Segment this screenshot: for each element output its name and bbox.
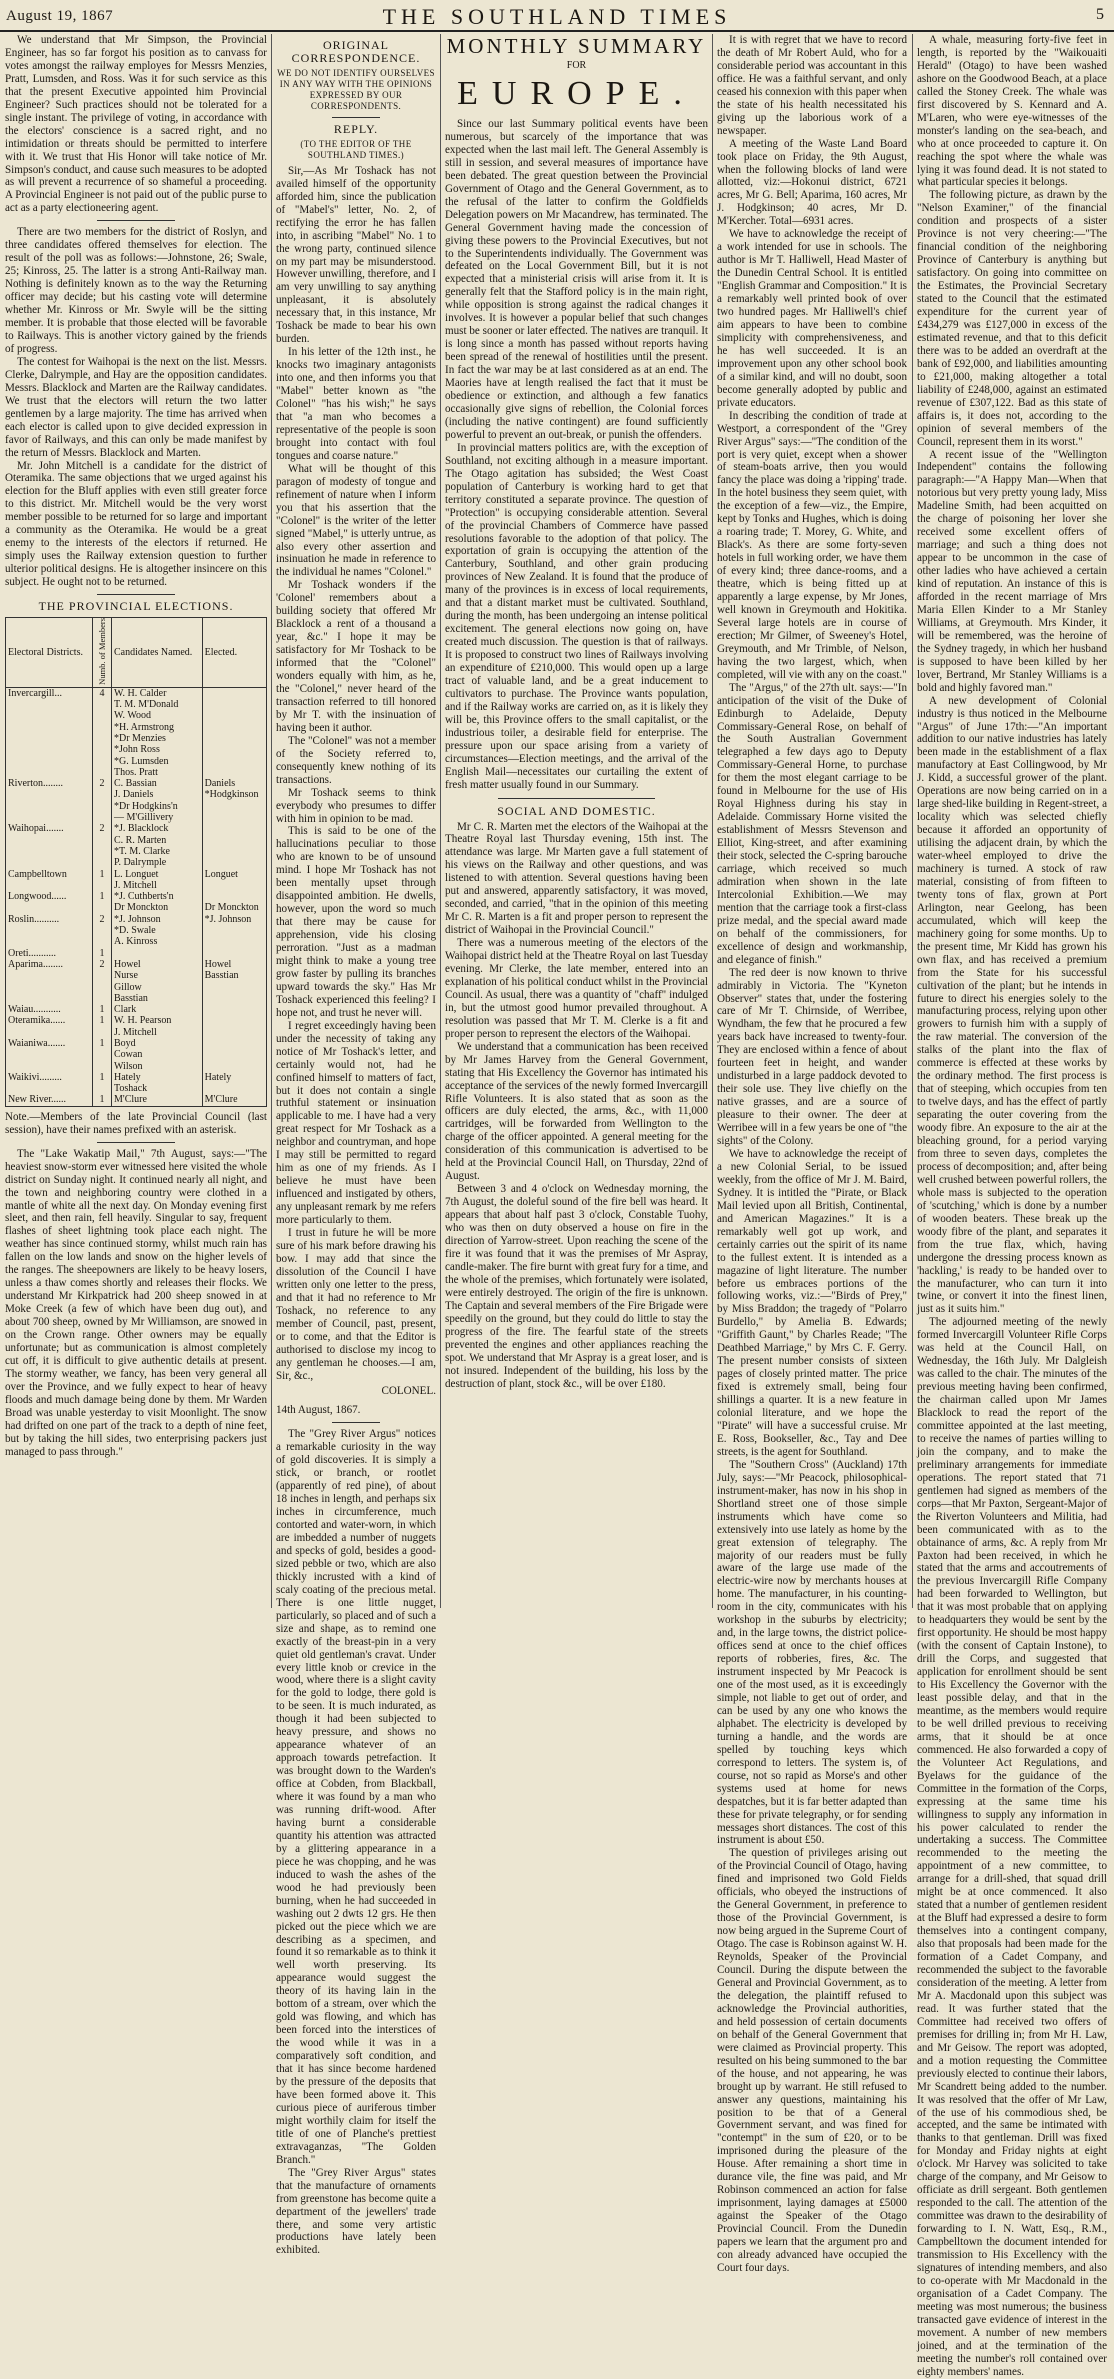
table-cell-cand: J. Daniels xyxy=(112,789,203,800)
table-row xyxy=(6,959,267,970)
table-cell-elected: M'Clure xyxy=(202,1094,266,1106)
article-paragraph: The question of privileges arising out of the Provincial Council of Otago, having fined and imprisoned two Gold Fields officials, who obeyed the instructions of the General Government, in preference to those of the Provincial Government, is now being argued in the Supreme Court of Otago. The case is Robinson against W. H. Reynolds, Speaker of the Provincial Council. During the dispute between the General and Provincial Government, as to the delegation, the plaintiff refused to acknowledge the Provincial authorities, and held possession of certain documents on behalf of the General Government that were claimed as Provincial property. This resulted on his being summoned to the bar of the house, and not appearing, he was brought up by warrant. He still refused to answer any questions, maintaining his position to be that of a General Government servant, and was fined for "contempt" in the sum of £20, or to be imprisoned during the pleasure of the House. After remaining a short time in durance vile, the fine was paid, and Mr Robinson commenced an action for false imprisonment, laying damages at £5000 against the Speaker of the Otago Provincial Council. From the Dunedin papers we learn that the argument pro and con already advanced have occupied the Court four days. xyxy=(717,1847,907,2274)
table-row xyxy=(6,744,267,755)
table-cell-num: 1 xyxy=(93,1015,112,1026)
article-paragraph: A whale, measuring forty-five feet in length, is reported by the "Waikouaiti Herald" (Otago) to have been washed ashore on the Goodwood Beach, at a place called the Stoney Creek. The whale was first discovered by S. Kennard and A. M'Laren, who were eye-witnesses of the monster's landing on the sea-beach, and who at once proceeded to capture it. On reaching the spot where the whale was lying it was found dead. It is not stated to what particular species it belongs. xyxy=(917,34,1107,189)
section-heading: SOCIAL AND DOMESTIC. xyxy=(497,803,656,818)
table-row xyxy=(6,801,267,812)
table-cell-district: Waiau........... xyxy=(6,1004,93,1015)
table-cell-elected xyxy=(202,1015,266,1026)
table-cell-num xyxy=(93,1061,112,1072)
table-cell-cand: *G. Lumsden xyxy=(112,756,203,767)
table-cell-cand: *J. Blacklock xyxy=(112,823,203,834)
letter-paragraph: Mr Toshack seems to think everybody who presumes to differ with him in opinion to be mad. xyxy=(276,786,436,825)
table-cell-cand: C. Bassian xyxy=(112,778,203,789)
table-cell-num xyxy=(93,1027,112,1038)
table-cell-cand: *D. Swale xyxy=(112,925,203,936)
table-row xyxy=(6,1083,267,1094)
column-header: Elected. xyxy=(202,617,266,687)
column-rule xyxy=(712,34,713,1608)
table-cell-num xyxy=(93,1049,112,1060)
table-cell-num xyxy=(93,733,112,744)
table-cell-elected xyxy=(202,925,266,936)
table-row xyxy=(6,823,267,834)
letter-heading: REPLY. xyxy=(333,121,379,136)
table-title: THE PROVINCIAL ELECTIONS. xyxy=(38,599,234,614)
table-cell-num: 1 xyxy=(93,891,112,902)
table-cell-cand: *Dr Menzies xyxy=(112,733,203,744)
article-paragraph: We understand that Mr Simpson, the Provincial Engineer, has so far forgot his position as to canvass for votes amongst the railway employes for Messrs Menzies, Pratt, Lumsden, and Ross. Was it for such service as this that the present Executive appointed him Provincial Engineer? Such practices should not be tolerated for a single instant. The privilege of voting, in accordance with the electors' conscience is a sacred right, and no intimidation or threats should be permitted to interfere with it. We trust that His Honor will take notice of Mr. Simpson's conduct, and cause such measures to be adopted as will prevent a recurrence of so shameful a proceeding. A Provincial Engineer is not paid out of the public purse to act as a party electioneering agent. xyxy=(5,34,267,215)
table-cell-cand: A. Kinross xyxy=(112,936,203,947)
table-cell-district xyxy=(6,835,93,846)
table-cell-cand: Thos. Pratt xyxy=(112,767,203,778)
table-cell-district xyxy=(6,722,93,733)
table-cell-cand: J. Mitchell xyxy=(112,880,203,891)
table-row xyxy=(6,835,267,846)
table-cell-cand: Dr Monckton xyxy=(112,902,203,913)
table-cell-elected xyxy=(202,835,266,846)
table-cell-num xyxy=(93,789,112,800)
column-1 xyxy=(5,34,267,1608)
summary-title: MONTHLY SUMMARY xyxy=(446,34,707,58)
table-cell-num xyxy=(93,756,112,767)
table-row xyxy=(6,710,267,721)
table-cell-num xyxy=(93,835,112,846)
table-cell-cand: Toshack xyxy=(112,1083,203,1094)
table-cell-cand: Gillow xyxy=(112,982,203,993)
table-cell-district: Waianiwa....... xyxy=(6,1038,93,1049)
table-row xyxy=(6,1049,267,1060)
newspaper-title: THE SOUTHLAND TIMES xyxy=(382,4,732,29)
table-row xyxy=(6,936,267,947)
table-cell-elected xyxy=(202,744,266,755)
table-cell-cand: Hately xyxy=(112,1072,203,1083)
table-cell-district xyxy=(6,846,93,857)
table-cell-elected xyxy=(202,1061,266,1072)
article-paragraph: We understand that a communication has been received by Mr James Harvey from the General Government, stating that His Excellency the Governor has intimated his acceptance of the services of the newly formed Invercargill Rifle Volunteers. It is also stated that as soon as the officers are duly elected, the arms, &c., with 11,000 cartridges, will be forwarded from Wellington to the charge of the officer appointed. A general meeting for the consideration of this communication is advertised to be held at the Provincial Council Hall, on Thursday, 22nd of August. xyxy=(445,1040,708,1183)
table-cell-num xyxy=(93,936,112,947)
table-cell-cand: Boyd xyxy=(112,1038,203,1049)
table-cell-elected: Longuet xyxy=(202,869,266,880)
article-paragraph: A recent issue of the "Wellington Independent" contains the following paragraph:—"A Happy Man—When that notorious but very pretty young lady, Miss Madeline Smith, had been acquitted on the charge of poisoning her lover she received some excellent offers of marriage; and such a thing does not appear to be uncommon in the case of other ladies who have achieved a certain kind of reputation. An instance of this is afforded in the recent marriage of Mrs Maria Ellen Kinder to a Mr Stanley Williams, at Greymouth. Mrs Kinder, it will be remembered, was the heroine of the Sydney tragedy, in which her husband is supposed to have been killed by her lover, Bertrand, Mr Stanley Williams is a bold and highly favored man." xyxy=(917,448,1107,694)
column-2 xyxy=(276,34,436,2257)
table-row xyxy=(6,1015,267,1026)
divider xyxy=(332,1422,380,1423)
article-paragraph: There are two members for the district of Roslyn, and three candidates offered themselves for election. The result of the poll was as follows:—Johnstone, 26; Swale, 25; Kinross, 25. The latter is a strong Anti-Railway man. Nothing is definitely known as to the way the Returning officer may decide; but his casting vote will determine whether Mr. Kinross or Mr. Swyle will be the sitting member. It is probable that those elected will be favorable to Railways. This is another victory gained by the friends of progress. xyxy=(5,226,267,355)
article-paragraph: The adjourned meeting of the newly formed Invercargill Volunteer Rifle Corps was held at the Council Hall, on Wednesday, the 16th July. Mr Dalgleish was called to the chair. The minutes of the previous meeting having been confirmed, the chairman called upon Mr James Blacklock to read the report of the committee appointed at the last meeting, to receive the names of parties willing to join the company, and to make the preliminary arrangements for immediate operations. The report stated that 71 gentlemen had signed as members of the corps—that Mr Paxton, Sergeant-Major of the Riverton Volunteers and Militia, had been communicated with as to the obtainance of arms, &c. A reply from Mr Paxton had been received, in which he stated that the arms and accoutrements of the previous Invercargill Rifle Company had been forwarded to Wellington, but that it was most probable that on applying to headquarters they would be sent by the first opportunity. He should be most happy (with the consent of Captain Instone), to drill the Corps, and suggested that application for enrollment should be sent to His Excellency the Governor with the least possible delay, and that in the meantime, as the members would require to be well drilled previous to receiving arms, that it should be at once commenced. He also forwarded a copy of the Volunteer Act Regulations, and Byelaws for the guidance of the Committee in the formation of the Corps, expressing at the same time his willingness to supply any information in his power calculated to render the undertaking a success. The Committee recommended to the meeting the appointment of a new committee, to arrange for a drill-shed, that squad drill might be at once commenced. It also stated that a number of gentlemen resident at the Bluff had expressed a desire to form themselves into a contingent company, also that proposals had been made for the formation of a Cadet Company, and recommended the subject to the favorable consideration of the meeting. A letter from Mr A. Macdonald upon this subject was read. It was further stated that the Committee had received two offers of premises for drilling in; from Mr H. Law, and Mr Geisow. The report was adopted, and a motion requesting the Committee previously elected to continue their labors, Mr Scandrett being added to the number. It was resolved that the offer of Mr Law, of the use of his commodious shed, be accepted, and the same be intimated with thanks to that gentleman. Drill was fixed for Monday and Friday nights at eight o'clock. Mr Harvey was solicited to take charge of the company, and Mr Geisow to officiate as drill sergeant. Both gentlemen responded to the call. The attention of the committee was drawn to the desirability of forwarding to I. N. Watt, Esq., R.M., Campbelltown the document intended for transmission to His Excellency with the signatures of intending members, and also to co-operate with Mr Macdonald in the organisation of a Cadet Company. The meeting was most numerous; the business transacted gave evidence of interest in the movement. A number of new members joined, and at the termination of the meeting the number's roll contained over eighty members' names. xyxy=(917,1316,1108,2378)
table-cell-district xyxy=(6,1027,93,1038)
column-3 xyxy=(445,34,708,1608)
table-cell-district: Roslin.......... xyxy=(6,914,93,925)
section-heading: ORIGINAL CORRESPONDENCE. xyxy=(291,38,421,65)
article-paragraph: Mr. John Mitchell is a candidate for the district of Oteramika. The same objections that we urged against his election for the Bluff applies with even still greater force to this district. Mr. Mitchell would be the very worst member possible to be returned for so large and important a community as the Oteramika. He would be a great enemy to the interests of the electors if returned. He simply uses the Railway extension question to further ulterior political designs. He is altogether insincere on this subject. He ought not to be returned. xyxy=(5,459,267,589)
article-paragraph: The "Argus," of the 27th ult. says:—"In anticipation of the visit of the Duke of Edinburgh to Adelaide, Deputy Commissary-General Rose, on behalf of the South Australian Government telegraphed a few days ago to Deputy Commissary-General Horne, to purchase for them the most elegant carriage to be found in Melbourne for the use of His Royal Highness during his stay in Adelaide. Commissary Horne visited the establishment of Messrs Stevenson and Elliot, King-street, and after examining their stock, selected the C-spring barouche carriage, which received so much admiration when shown in the late Intercolonial Exhibition.—We may mention that the carriage took a first-class prize medal, and the special award made on behalf of the commissioners, for excellence of design and workmanship, and elegance of finish." xyxy=(717,681,907,966)
table-cell-elected xyxy=(202,722,266,733)
table-cell-district: Oreti........... xyxy=(6,948,93,959)
letter-paragraph: I trust in future he will be more sure of his mark before drawing his bow. I may add that since the dissolution of the Council I have written only one letter to the press, and that it had no reference to Mr Toshack, no reference to any member of Council, past, present, or to come, and that the Editor is authorised to disclose my incog to any gentleman he chooses.—I am, Sir, &c., xyxy=(276,1227,436,1382)
column-rule xyxy=(440,34,441,1608)
table-cell-num: 2 xyxy=(93,959,112,970)
table-row xyxy=(6,925,267,936)
table-cell-num: 1 xyxy=(93,1072,112,1083)
article-paragraph: There was a numerous meeting of the electors of the Waihopai district held at the Theatre Royal on last Tuesday evening. Mr Clerke, the late member, entered into an explanation of his political conduct whilst in the Provincial Council. As usual, there was a quantity of "chaff" indulged in, but the utmost good humor prevailed throughout. A resolution was passed that Mr T. M. Clerke is a fit and proper person to represent the electors of the Waihopai. xyxy=(445,937,708,1040)
article-paragraph: The "Lake Wakatip Mail," 7th August, says:—"The heaviest snow-storm ever witnessed here visited the whole district on Sunday night. It continued nearly all night, and the town and neighboring country were clothed in a mantle of white all the next day. On Monday evening first sleet, and then rain, fell heavily. Singular to say, frequent flashes of sheet lightning took place each night. The weather has since continued stormy, whilst much rain has fallen on the low lands and snow on the higher levels of the ranges. The sheepowners are likely to be heavy losers, unless a thaw comes shortly and releases their flocks. We understand Mr Kirkpatrick had 200 sheep snowed in at Moke Creek (a few of which have been dug out), and about 700 sheep, owned by Mr Williamson, are snowed in on the Crown range. Other owners may be equally unfortunate; but as communication is almost completely cut off, it is difficult to give authentic details at present. The stormy weather, we fancy, has been very general all over the Province, and we fully expect to hear of heavy floods and much damage being done by them. Mr Warden Broad was unable yesterday to visit Moonlight. The snow had drifted on one part of the track to a depth of nine feet, but by taking the hill sides, two enterprising packers just managed to pass through." xyxy=(5,1147,267,1458)
table-row xyxy=(6,902,267,913)
table-cell-num: 4 xyxy=(93,687,112,699)
table-cell-num xyxy=(93,801,112,812)
table-cell-district: Waikivi......... xyxy=(6,1072,93,1083)
article-paragraph: The "Grey River Argus" notices a remarkable curiosity in the way of gold discoveries. It is simply a stick, or branch, or rootlet (apparently of red pine), of about 18 inches in length, and perhaps six inches in circumference, much contorted and water-worn, in which are imbedded a number of nuggets and specks of gold, besides a good-sized pebble or two, which are also thickly incrusted with a kind of scaly coating of the precious metal. There is one little nugget, particularly, so placed and of such a size and shape, as to remind one exactly of the breast-pin in a very quiet old gentleman's cravat. Under every little knob or crevice in the wood, where there is a slight cavity for the gold to lodge, there gold is to be seen. It is much indurated, as though it had been subjected to heavy pressure, and shows no appearance whatever of an approach towards petrefaction. It was brought down to the Warden's office at Cobden, from Blackball, where it was found by a man who was running drift-wood. After having burnt a considerable quantity his attention was attracted by a glittering appearance in a piece he was chopping, and he was induced to wash the ashes of the wood he had previously been burning, when he had succeeded in washing out 2 dwts 12 grs. He then picked out the piece which we are describing as a specimen, and found it so remarkable as to think it well worth preserving. Its appearance would suggest the theory of its having lain in the bottom of a stream, over which the gold was flowing, and which has been forced into the interstices of the wood while it was in a comparatively soft condition, and that it has since become hardened by the pressure of the deposits that have been formed above it. This curious piece of auriferous timber might worthily claim for itself the title of one of Planche's prettiest extravaganzas, "The Golden Branch." xyxy=(276,1428,436,2166)
letter-paragraph: The "Colonel" was not a member of the Society referred to, consequently knew nothing of its transactions. xyxy=(276,734,436,786)
table-cell-district: Campbelltown xyxy=(6,869,93,880)
table-cell-district xyxy=(6,1061,93,1072)
table-cell-cand: M'Clure xyxy=(112,1094,203,1106)
table-cell-num: 2 xyxy=(93,914,112,925)
table-cell-district: Oteramika...... xyxy=(6,1015,93,1026)
table-row xyxy=(6,982,267,993)
table-cell-num xyxy=(93,1083,112,1094)
article-paragraph: The "Grey River Argus" states that the manufacture of ornaments from greenstone has become quite a department of the jewellers' trade there, and some very artistic productions have lately been exhibited. xyxy=(276,2166,436,2257)
letter-signature: COLONEL. xyxy=(381,1385,436,1398)
table-cell-elected: *Hodgkinson xyxy=(202,789,266,800)
table-row xyxy=(6,993,267,1004)
table-cell-cand: W. H. Pearson xyxy=(112,1015,203,1026)
table-cell-num: 1 xyxy=(93,1094,112,1106)
table-cell-elected xyxy=(202,733,266,744)
table-cell-district: Riverton........ xyxy=(6,778,93,789)
column-rule xyxy=(912,34,913,1608)
table-row xyxy=(6,846,267,857)
table-cell-elected xyxy=(202,812,266,823)
table-cell-elected xyxy=(202,1049,266,1060)
table-cell-district xyxy=(6,789,93,800)
table-cell-district: Waihopai....... xyxy=(6,823,93,834)
table-cell-cand: *J. Cuthberts'n xyxy=(112,891,203,902)
table-cell-elected: *J. Johnson xyxy=(202,914,266,925)
table-cell-elected: Hately xyxy=(202,1072,266,1083)
table-cell-elected xyxy=(202,857,266,868)
table-cell-num: 1 xyxy=(93,948,112,959)
article-paragraph: A meeting of the Waste Land Board took place on Friday, the 9th August, when the following blocks of land were allotted, viz:—Hokonui district, 6721 acres, Mr G. Bell; Aparima, 160 acres, Mr J. Hodgkinson; 40 acres, Mr D. M'Kercher. Total—6931 acres. xyxy=(717,137,907,228)
table-cell-district xyxy=(6,936,93,947)
table-row xyxy=(6,699,267,710)
letter-addressee: (TO THE EDITOR OF THE SOUTHLAND TIMES.) xyxy=(300,138,412,160)
column-header: Numb. of Members xyxy=(93,617,112,687)
table-row xyxy=(6,1061,267,1072)
table-cell-cand: C. R. Marten xyxy=(112,835,203,846)
table-row xyxy=(6,812,267,823)
table-cell-district: New River...... xyxy=(6,1094,93,1106)
table-row xyxy=(6,1004,267,1015)
table-cell-cand: J. Mitchell xyxy=(112,1027,203,1038)
table-cell-num xyxy=(93,722,112,733)
table-cell-cand: Basstian xyxy=(112,993,203,1004)
table-row xyxy=(6,1072,267,1083)
table-cell-district: Invercargill... xyxy=(6,687,93,699)
table-cell-elected xyxy=(202,699,266,710)
table-row xyxy=(6,789,267,800)
article-paragraph: It is with regret that we have to record the death of Mr Robert Auld, who for a considerable period was accountant in this office. He was a faithful servant, and only ceased his connexion with this paper when the state of his health necessitated his giving up the laborious work of a newspaper. xyxy=(717,34,907,137)
table-row xyxy=(6,948,267,959)
summary-europe: EUROPE. xyxy=(457,75,696,112)
table-cell-num xyxy=(93,880,112,891)
table-cell-cand: *J. Johnson xyxy=(112,914,203,925)
table-cell-elected xyxy=(202,982,266,993)
table-cell-cand: *H. Armstrong xyxy=(112,722,203,733)
table-cell-district xyxy=(6,812,93,823)
issue-date: August 19, 1867 xyxy=(6,8,114,24)
article-paragraph: The contest for Waihopai is the next on the list. Messrs. Clerke, Dalrymple, and Hay are the opposition candidates. Messrs. Blacklock and Marten are the Railway candidates. We trust that the electors will return the two latter gentlemen by a large majority. The time has arrived when each elector is called upon to give decided expression in favor of Railways, and this can only be made manifest by the return of Messrs. Blacklock and Marten. xyxy=(5,355,267,459)
table-cell-elected: Dr Monckton xyxy=(202,902,266,913)
article-paragraph: In describing the condition of trade at Westport, a correspondent of the "Grey River Argus" says:—"The condition of the port is very quiet, except when a shower of steam-boats arrive, then you would fancy the place was doing a 'ripping' trade. In the hotel business they seem quiet, with the exception of a few—viz., the Empire, kept by Tonks and Hughes, which is doing a roaring trade; T. Morey, G. White, and Black's. As there are some forty-seven hotels in full working order, we have them of every kind; three dance-rooms, and a theatre, which is being fitted up at apparently a large expense, by Mr Jones, well known in Greymouth and Hokitika. Several large hotels are in course of erection; Mr Gilmer, of Sweeney's Hotel, Greymouth, and Mr Trimble, of Nelson, having the two largest, which, when completed, will vie with any on the coast." xyxy=(717,409,907,681)
table-cell-district xyxy=(6,756,93,767)
table-cell-elected xyxy=(202,710,266,721)
table-cell-elected xyxy=(202,891,266,902)
table-cell-num xyxy=(93,925,112,936)
article-paragraph: We have to acknowledge the receipt of a new Colonial Serial, to be issued weekly, from the office of Mr J. M. Baird, Sydney. It is intitled the "Pirate, or Black Mail levied upon all British, Continental, and American Magazines." It is a remarkably well got up work, and certainly carries out the spirit of its name to the fullest extent. It is intended as a magazine of light literature. The number before us embraces portions of the following works, viz.:—"Birds of Prey," by Miss Braddon; the tragedy of "Polarro Burdello," by Amelia B. Edwards; "Griffith Gaunt," by Charles Reade; "The Deathbed Marriage," by Mrs C. F. Gerry. The present number consists of sixteen pages of closely printed matter. The price fixed is extremely small, being four shillings a quarter. It is a new feature in colonial literature, and we hope the "Pirate" will have a successful cruise. Mr E. Ross, Bookseller, &c., Tay and Dee streets, is the agent for Southland. xyxy=(717,1147,907,1458)
divider xyxy=(498,798,656,799)
table-cell-district: Aparima........ xyxy=(6,959,93,970)
table-cell-cand: W. H. Calder xyxy=(112,687,203,699)
table-cell-elected: Daniels xyxy=(202,778,266,789)
table-cell-district xyxy=(6,1083,93,1094)
table-cell-district xyxy=(6,699,93,710)
table-cell-num: 1 xyxy=(93,869,112,880)
article-paragraph: The red deer is now known to thrive admirably in Victoria. The "Kyneton Observer" states that, under the fostering care of Mr T. Chirnside, of Werribee, Wyndham, the few that he procured a few years back have increased to twenty-four. They are enclosed within a fence of about fourteen feet in height, and wander undisturbed in a large paddock devoted to their sole use. They live chiefly on the native grasses, and are a source of pleasure to their owner. The deer at Werribee will in a few years be one of "the sights" of the Colony. xyxy=(717,966,907,1148)
table-cell-elected xyxy=(202,846,266,857)
table-row xyxy=(6,778,267,789)
table-cell-elected xyxy=(202,801,266,812)
table-cell-cand: — M'Gillivery xyxy=(112,812,203,823)
table-cell-cand: T. M. M'Donald xyxy=(112,699,203,710)
table-cell-cand: Nurse xyxy=(112,970,203,981)
column-header: Candidates Named. xyxy=(112,617,203,687)
table-cell-elected xyxy=(202,948,266,959)
table-cell-num: 2 xyxy=(93,778,112,789)
table-cell-district: Longwood...... xyxy=(6,891,93,902)
table-cell-num xyxy=(93,982,112,993)
table-row xyxy=(6,756,267,767)
table-cell-cand: *T. M. Clarke xyxy=(112,846,203,857)
table-row xyxy=(6,767,267,778)
table-cell-elected xyxy=(202,767,266,778)
letter-paragraph: Sir,—As Mr Toshack has not availed himself of the opportunity afforded him, since the publication of "Mabel's" letter, No. 2, of rectifying the error he has fallen into, in ascribing "Mabel" No. 1 to the wrong party, continued silence on my part may be misunderstood. However unwilling, therefore, and I am very unwilling to say anything unpleasant, it is absolutely necessary that, in this instance, Mr Toshack be made to bear his own burden. xyxy=(276,164,436,346)
table-cell-elected xyxy=(202,1027,266,1038)
table-cell-cand: Howel xyxy=(112,959,203,970)
table-cell-cand: P. Dalrymple xyxy=(112,857,203,868)
table-cell-elected xyxy=(202,823,266,834)
table-cell-num xyxy=(93,812,112,823)
table-row xyxy=(6,869,267,880)
table-cell-district xyxy=(6,733,93,744)
table-cell-elected xyxy=(202,936,266,947)
table-cell-district xyxy=(6,767,93,778)
table-cell-num: 1 xyxy=(93,1038,112,1049)
table-row xyxy=(6,733,267,744)
article-paragraph: The following picture, as drawn by the "Nelson Examiner," of the financial condition and prospects of a sister Province is not very cheering:—"The financial condition of the neighboring Province of Canterbury is anything but satisfactory. On going into committee on the Estimates, the Provincial Secretary stated to the Council that the estimated expenditure for the current year of £434,279 was £127,000 in excess of the estimated revenue, and that to this deficit there was to be added an overdraft at the bank of £92,000, and liabilities amounting to £21,000, making altogether a total liability of £248,000, against an estimated revenue of £307,122. Bad as this state of affairs is, it does not, according to the opinion of several members of the Council, represent them in its worst." xyxy=(917,189,1107,448)
article-paragraph: A new development of Colonial industry is thus noticed in the Melbourne "Argus" of June 17th:—"An important addition to our native industries has lately been made in the establishment of a flax manufactory at East Collingwood, by Mr J. Kidd, a successful grower of the plant. Operations are now being carried on in a large shed-like building in Regent-street, a locality which was selected chiefly because it afforded an opportunity of utilising the adjacent drain, by which the water-wheel employed to drive the machinery is turned. A stock of raw material, consisting of from fifteen to twenty tons of flax, grown at Port Arlington, near Geelong, has been accumulated, which will keep the machinery going for some months. Up to the present time, Mr Kidd has grown his own flax, and has received a premium from the State for his successful cultivation of the plant; but he intends in future to direct his energies solely to the manufacturing process, relying upon other growers to furnish him with a supply of the raw material. The conversion of the stalks of the plant into the flax of commerce is effected at these works by the ordinary method. The first process is that of steeping, which occupies from ten to twelve days, and has the effect of partly separating the outer covering from the woody fibre. An exposure to the air at the bleaching ground, for a period varying from three to seven days, completes the process of decomposition; and, after being well crushed between powerful rollers, the whole mass is subjected to the operation of 'scutching,' which is done by a number of wooden beaters. These break up the woody fibre of the plant, and separates it from the true flax, which, having undergone the dressing process known as 'hackling,' is ready to be handed over to the manufacturer, who can turn it into twine, or convert it into the finest linen, just as it suits him." xyxy=(917,694,1107,1316)
table-cell-num: 2 xyxy=(93,823,112,834)
column-header: Electoral Districts. xyxy=(6,617,93,687)
table-row xyxy=(6,880,267,891)
table-cell-cand: *Dr Hodgkins'n xyxy=(112,801,203,812)
letter-paragraph: What will be thought of this paragon of modesty of tongue and refinement of nature when I inform you that his assertion that the "Colonel" is the writer of the letter signed "Mabel," is utterly untrue, as also every other assertion and insinuation he made in reference to the individual he names "Colonel." xyxy=(276,462,436,579)
table-cell-elected xyxy=(202,993,266,1004)
article-paragraph: We have to acknowledge the receipt of a work intended for use in schools. The author is Mr T. Halliwell, Head Master of the Dunedin Central School. It is entitled "English Grammar and Composition." It is a remarkably well printed book of over two hundred pages. Mr Halliwell's chief aim appears to have been to combine simplicity with comprehensiveness, and he has well succeeded. It is an improvement upon any other school book of a similar kind, and will no doubt, soon become generally adopted by public and private educators. xyxy=(717,228,907,409)
article-paragraph: In provincial matters politics are, with the exception of Southland, not exciting although in a measure important. The Otago agitation has subsided; the West Coast population of Canterbury is working hard to get that territory constituted a separate province. The question of "Protection" is occupying considerable attention. Several of the provincial Chambers of Commerce have passed resolutions favorable to the adoption of that policy. The exportation of grain is occupying the attention of the Canterbury, Southland, and other grain producing provinces of New Zealand. It is found that the produce of many of the provinces is in excess of local requirements, and that a distant market must be cultivated. Southland, during the month, has been undergoing an intense political excitement. The general elections now going on, have created much discussion. The question is that of railways. It is proposed to construct two lines of Railways involving an expenditure of £210,000. This would open up a large tract of valuable land, and be a great inducement to cultivators to purchase. The Province wants population, and if the Railway works are carried on, as it is likely they will be, this Province offers to the small capitalist, or the industrious toiler, a desirable field for enterprise. The pressure upon our space arising from a variety of circumstances—Election meetings, and the arrival of the English Mail—necessitates our curtailing the extent of fresh matter usually found in our Summary. xyxy=(445,441,708,791)
article-paragraph: Between 3 and 4 o'clock on Wednesday morning, the 7th August, the doleful sound of the fire bell was heard. It appears that about half past 3 o'clock, Constable Tuohy, who was then on duty observed a house on fire in the direction of Yarrow-street. Upon reaching the scene of the fire it was found that it was the premises of Mr Aspray, candle-maker. The fire burnt with great fury for a time, and the whole of the premises, which fortunately were isolated, were entirely destroyed. The origin of the fire is unknown. The Captain and several members of the Fire Brigade were speedily on the ground, but they could do little to stay the progress of the fire. The fearful state of the streets prevented the engines and other appliances reaching the spot. We understand that Mr Aspray is a great loser, and is not insured. Independent of the building, his loss by the destruction of plant, stock &c., will be over £180. xyxy=(445,1183,708,1390)
table-cell-num xyxy=(93,846,112,857)
table-cell-num xyxy=(93,744,112,755)
letter-paragraph: I regret exceedingly having been under the necessity of taking any notice of Mr Toshack's letter, and certainly would not, had he confined himself to matters of fact, but it does not contain a single truthful statement or insinuation applicable to me. I have had a very great respect for Mr Toshack as a neighbor and countryman, and hope I may still be permitted to regard him as one of my friends. As I believe he must have been influenced and instigated by others, any unpleasant remark by me refers more particularly to them. xyxy=(276,1019,436,1227)
table-row xyxy=(6,1094,267,1106)
disclaimer: WE DO NOT IDENTIFY OURSELVES IN ANY WAY WITH THE OPINIONS EXPRESSED BY OUR CORRESPONDENTS. xyxy=(277,67,435,111)
table-cell-elected xyxy=(202,1038,266,1049)
table-cell-district xyxy=(6,902,93,913)
table-row xyxy=(6,722,267,733)
table-cell-num xyxy=(93,857,112,868)
divider xyxy=(97,1142,176,1143)
table-row xyxy=(6,914,267,925)
divider xyxy=(332,117,380,118)
article-paragraph: Mr C. R. Marten met the electors of the Waihopai at the Theatre Royal last Thursday evening, 15th inst. The attendance was large. Mr Marten gave a full statement of his views on the Railway and other questions, and was listened to with attention. Several questions having been put and answered, apparently satisfactory, it was moved, seconded, and carried, "that in the opinion of this meeting Mr C. R. Marten is a fit and proper person to represent the district of Waihopai in the Provincial Council." xyxy=(445,820,708,937)
table-body xyxy=(6,687,267,1106)
table-cell-num xyxy=(93,710,112,721)
table-cell-elected xyxy=(202,1083,266,1094)
table-cell-elected xyxy=(202,687,266,699)
table-row xyxy=(6,970,267,981)
table-cell-district xyxy=(6,993,93,1004)
table-cell-district xyxy=(6,970,93,981)
table-row xyxy=(6,891,267,902)
table-row xyxy=(6,1027,267,1038)
table-cell-elected xyxy=(202,880,266,891)
table-cell-cand: Cowan xyxy=(112,1049,203,1060)
table-cell-num: 1 xyxy=(93,1004,112,1015)
table-cell-cand xyxy=(112,948,203,959)
masthead xyxy=(0,0,1114,32)
table-cell-district xyxy=(6,925,93,936)
table-row xyxy=(6,1038,267,1049)
column-4a xyxy=(717,34,907,2274)
page-number: 5 xyxy=(1096,6,1104,23)
table-cell-district xyxy=(6,801,93,812)
table-cell-cand: W. Wood xyxy=(112,710,203,721)
letter-paragraph: In his letter of the 12th inst., he knocks two imaginary antagonists into one, and then informs you that "Mabel" better known as "the Colonel" "has his wish;" he says that "a man who becomes a representative of the people is soon brought into contact with foul tongues and coarse nature." xyxy=(276,346,436,462)
article-paragraph: The "Southern Cross" (Auckland) 17th July, says:—"Mr Peacock, philosophical-instrument-maker, has now in his shop in Shortland street one of those simple instruments which have come so extensively into use lately as home by the great extension of telegraphy. The majority of our readers must be fully aware of the large use made of the electric-wire now by merchants houses at home. The manufacturer, in his counting-room in the city, communicates with his workshop in the suburbs by electricity; and, in the large towns, the district police-offices send at once to the chief offices reports of robberies, fires, &c. The instrument inspected by Mr Peacock is one of the most used, as it is exceedingly simple, not liable to get out of order, and can be used by any one who knows the alphabet. The electricity is developed by turning a handle, and the words are spelled by touching keys which correspond to letters. The system is, of course, not so rapid as Morse's and other systems used at home for news despatches, but it is far better adapted than these for private telegraphy, or for sending messages short distances. The cost of this instrument is about £50. xyxy=(717,1458,907,1847)
table-row xyxy=(6,857,267,868)
table-cell-district xyxy=(6,1049,93,1060)
letter-paragraph: Mr Toshack wonders if the 'Colonel' remembers about a building society that offered Mr Blacklock a rent of a thousand a year, &c." I hope it may be satisfactory for Mr Toshack to be informed that the "Colonel" wonders equally with him, as he, the "Colonel," never heard of the transaction referred to till honored by Mr T. with the insinuation of having been it author. xyxy=(276,579,436,734)
table-cell-num xyxy=(93,970,112,981)
letter-date: 14th August, 1867. xyxy=(276,1404,361,1417)
elections-table xyxy=(5,617,267,1107)
table-row xyxy=(6,687,267,699)
divider xyxy=(97,220,176,221)
table-cell-elected xyxy=(202,1004,266,1015)
table-cell-num xyxy=(93,902,112,913)
table-cell-num xyxy=(93,699,112,710)
table-cell-cand: Clark xyxy=(112,1004,203,1015)
table-cell-cand: *John Ross xyxy=(112,744,203,755)
table-cell-num xyxy=(93,767,112,778)
table-cell-elected: Howel xyxy=(202,959,266,970)
summary-for: FOR xyxy=(566,60,587,71)
table-cell-district xyxy=(6,744,93,755)
table-cell-district xyxy=(6,982,93,993)
table-cell-district xyxy=(6,880,93,891)
table-note: Note.—Members of the late Provincial Council (last session), have their names prefixed with an asterisk. xyxy=(5,1110,267,1136)
table-cell-elected: Basstian xyxy=(202,970,266,981)
table-cell-cand: Wilson xyxy=(112,1061,203,1072)
divider xyxy=(97,594,176,595)
table-cell-district xyxy=(6,710,93,721)
column-rule xyxy=(271,34,272,1608)
table-cell-elected xyxy=(202,756,266,767)
letter-paragraph: This is said to be one of the hallucinations peculiar to those who are known to be of unsound mind. I hope Mr Toshack has not been mentally upset through disappointed ambition. He dwells, however, upon the word so much that there may be cause for apprehension, vide his closing perroration. "Just as a madman might think to make a young tree grow faster by pulling its branches upward towards the sky." Has Mr Toshack experienced this feeling? I hope not, and trust he never will. xyxy=(276,825,436,1019)
column-4b xyxy=(917,34,1108,2378)
table-cell-cand: L. Longuet xyxy=(112,869,203,880)
table-cell-num xyxy=(93,993,112,1004)
article-paragraph: Since our last Summary political events have been numerous, but scarcely of the importance that was expected when the last mail left. The General Assembly is still in session, and several measures of importance have been debated. The great question between the Provincial Government of Otago and the General Government, as to the refusal of the latter to confirm the Goldfields Delegation powers on Mr Macandrew, has terminated. The General Government having made the concession of giving these powers to the Provincial Executives, but not to the Superintendents individually. The Government was defeated on the Local Government Bill, but it is not expected that a ministerial crisis will arise from it. It is generally felt that the Stafford policy is in the main right, while opposition is strong against the radical changes it involves. It is however a popular belief that such changes must be sooner or later effected. The natives are tranquil. It is long since a month has passed without reports having been spread of the renewal of hostilities until the present. In fact the war may be at last considered as at an end. The Maories have at length realised the fact that it must be obedience or extinction, and although a few fanatics occasionally give signs of rebellion, the Colonial forces (including the native contingent) are found sufficiently powerful to prevent an out-break, or punish the offenders. xyxy=(445,118,708,441)
table-cell-district xyxy=(6,857,93,868)
